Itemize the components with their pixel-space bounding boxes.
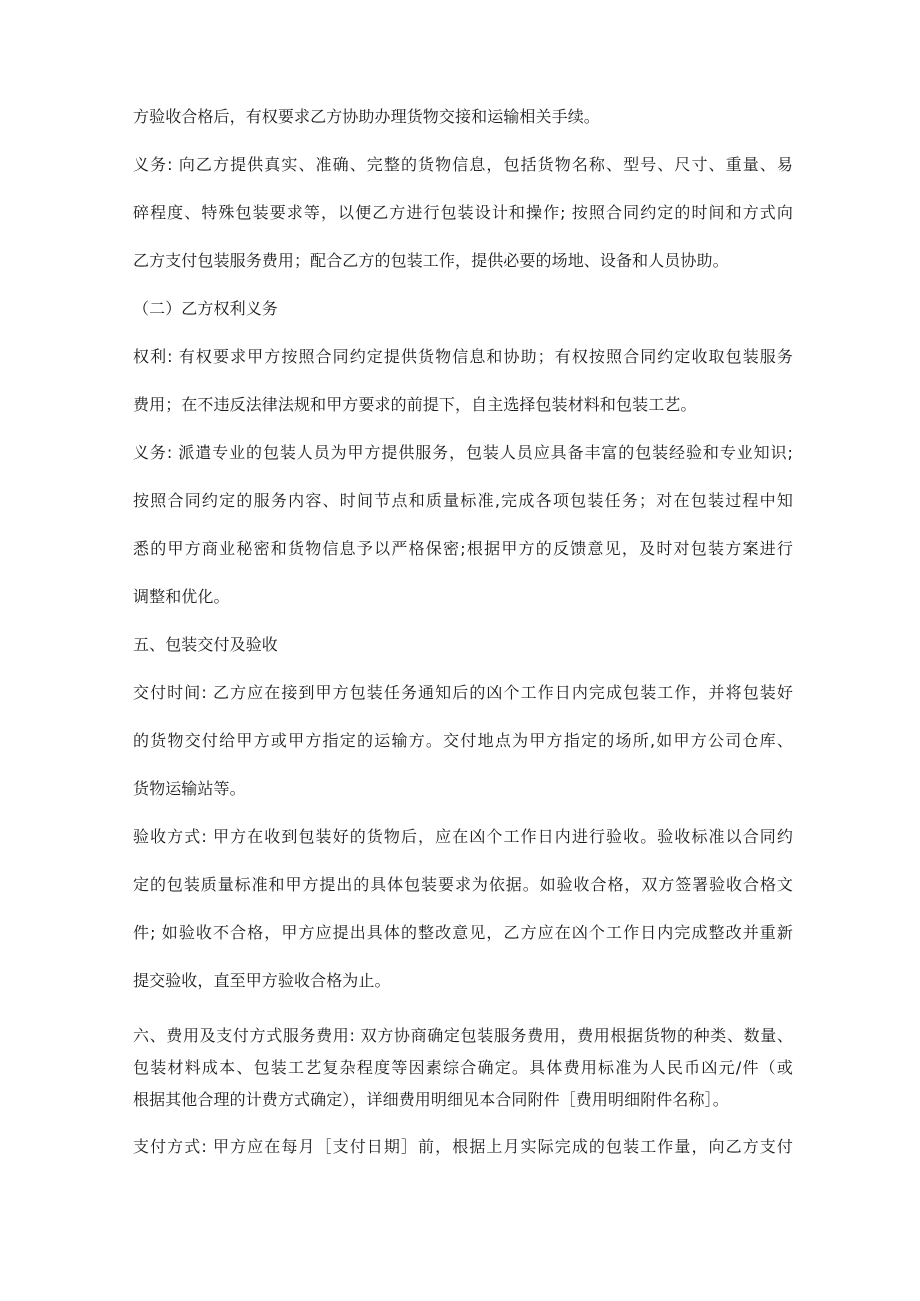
text-line: 支付方式: 甲方应在每月［支付日期］前，根据上月实际完成的包装工作量，向乙方支付 — [133, 1137, 793, 1156]
section-heading: 六、费用及支付方式服务费用: 双方协商确定包装服务费用，费用根据货物的种类、数量、 — [133, 1026, 793, 1045]
text-line: 货物运输站等。 — [133, 779, 246, 798]
section-heading: 五、包装交付及验收 — [133, 635, 278, 654]
text-line: 交付时间: 乙方应在接到甲方包装任务通知后的凶个工作日内完成包装工作，并将包装好 — [133, 683, 793, 702]
text-line: 乙方支付包装服务费用；配合乙方的包装工作，提供必要的场地、设备和人员协助。 — [133, 251, 729, 270]
text-line: 按照合同约定的服务内容、时间节点和质量标准,完成各项包装任务；对在包装过程中知 — [133, 491, 793, 510]
text-line: 方验收合格后，有权要求乙方协助办理货物交接和运输相关手续。 — [133, 107, 600, 126]
section-heading: （二）乙方权利义务 — [133, 299, 278, 318]
text-line: 的货物交付给甲方或甲方指定的运输方。交付地点为甲方指定的场所,如甲方公司仓库、 — [133, 731, 793, 750]
text-line: 根据其他合理的计费方式确定），详细费用明细见本合同附件［费用明细附件名称］。 — [133, 1090, 729, 1109]
text-line: 悉的甲方商业秘密和货物信息予以严格保密;根据甲方的反馈意见，及时对包装方案进行 — [133, 539, 793, 558]
text-line: 费用；在不违反法律法规和甲方要求的前提下，自主选择包装材料和包装工艺。 — [133, 395, 697, 414]
text-line: 验收方式: 甲方在收到包装好的货物后，应在凶个工作日内进行验收。验收标准以合同约 — [133, 827, 793, 846]
text-line: 碎程度、特殊包装要求等，以便乙方进行包装设计和操作; 按照合同约定的时间和方式向 — [133, 203, 793, 222]
text-line: 权利: 有权要求甲方按照合同约定提供货物信息和协助；有权按照合同约定收取包装服务 — [133, 347, 793, 366]
text-line: 义务: 向乙方提供真实、准确、完整的货物信息，包括货物名称、型号、尺寸、重量、易 — [133, 155, 793, 174]
text-line: 包装材料成本、包装工艺复杂程度等因素综合确定。具体费用标准为人民币凶元/件（或 — [133, 1058, 793, 1077]
text-line: 义务: 派遣专业的包装人员为甲方提供服务，包装人员应具备丰富的包装经验和专业知识; — [133, 443, 793, 462]
text-line: 调整和优化。 — [133, 587, 230, 606]
text-line: 件; 如验收不合格，甲方应提出具体的整改意见，乙方应在凶个工作日内完成整改并重新 — [133, 923, 793, 942]
text-line: 定的包装质量标准和甲方提出的具体包装要求为依据。如验收合格，双方签署验收合格文 — [133, 875, 793, 894]
text-line: 提交验收，直至甲方验收合格为止。 — [133, 971, 391, 990]
